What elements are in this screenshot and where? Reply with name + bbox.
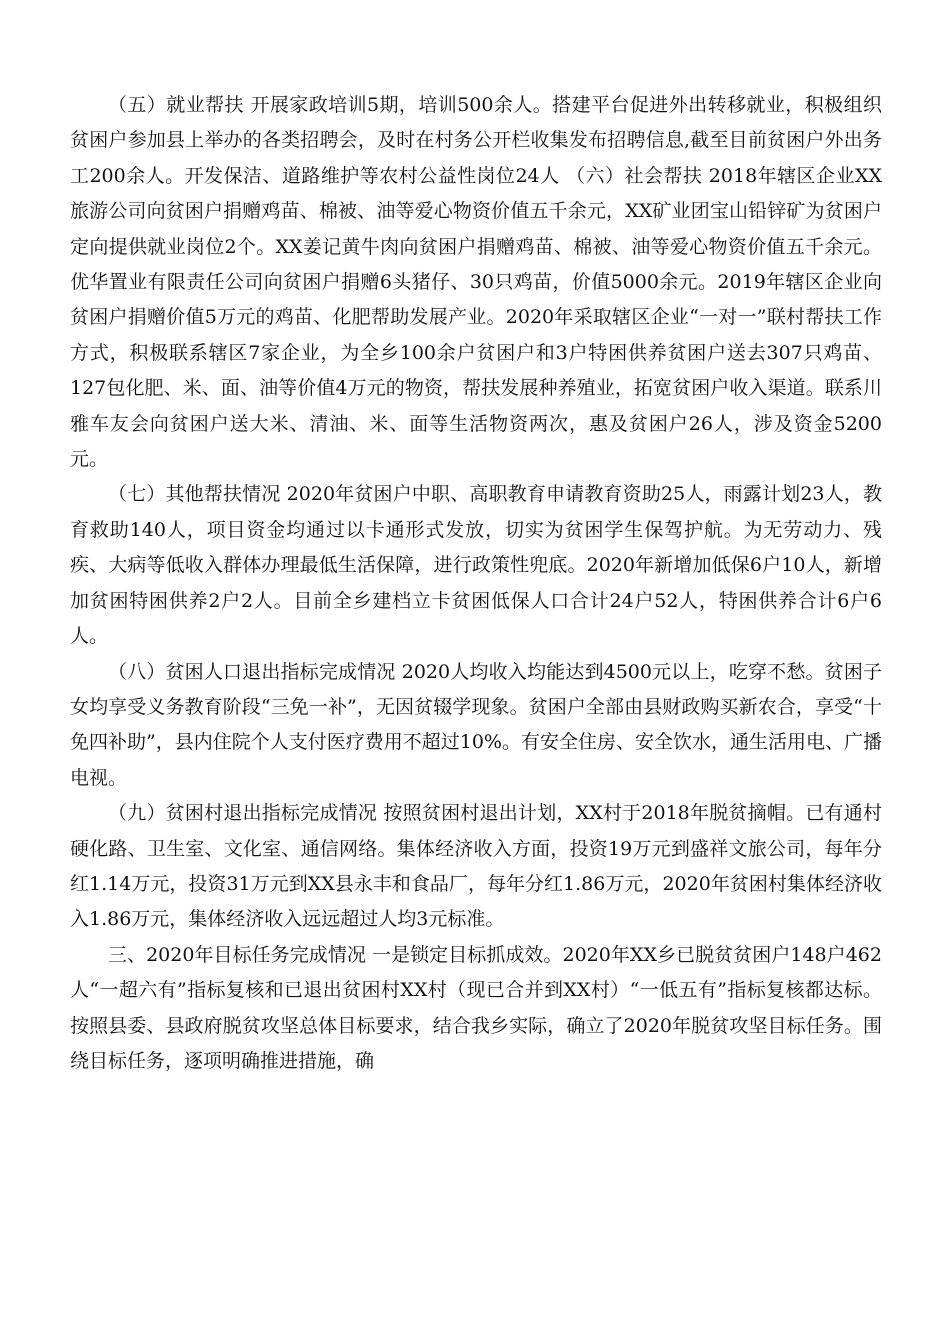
paragraph-2020-targets: 三、2020年目标任务完成情况 一是锁定目标抓成效。2020年XX乡已脱贫贫困户148户462人“一超六有”指标复核和已退出贫困村XX村（现已合并到XX村）“一低五有”指标复核都达标。按照县委、县政府脱贫攻坚总体目标要求，结合我乡实际，确立了2020年脱贫攻坚目标任务。围绕目标任务，逐项明确推进措施，确: [70, 943, 882, 1072]
paragraph-population-exit: （八）贫困人口退出指标完成情况 2020人均收入均能达到4500元以上，吃穿不愁。贫困子女均享受义务教育阶段“三免一补”，无因贫辍学现象。贫困户全部由县财政购买新农合，享受“十免四补助”，县内住院个人支付医疗费用不超过10%。有安全住房、安全饮水，通生活用电、广播电视。: [70, 660, 882, 789]
document-page: [70, 88, 882, 1079]
paragraph-village-exit: （九）贫困村退出指标完成情况 按照贫困村退出计划，XX村于2018年脱贫摘帽。已有通村硬化路、卫生室、文化室、通信网络。集体经济收入方面，投资19万元到盛祥文旅公司，每年分红1.14万元，投资31万元到XX县永丰和食品厂，每年分红1.86万元，2020年贫困村集体经济收入1.86万元，集体经济收入远远超过人均3元标准。: [70, 802, 882, 931]
paragraph-other-aid: （七）其他帮扶情况 2020年贫困户中职、高职教育申请教育资助25人，雨露计划23人，教育救助140人，项目资金均通过以卡通形式发放，切实为贫困学生保驾护航。为无劳动力、残疾、大病等低收入群体办理最低生活保障，进行政策性兜底。2020年新增加低保6户10人，新增加贫困特困供养2户2人。目前全乡建档立卡贫困低保人口合计24户52人，特困供养合计6户6人。: [70, 483, 882, 648]
paragraph-employment-social-aid: （五）就业帮扶 开展家政培训5期，培训500余人。搭建平台促进外出转移就业，积极组织贫困户参加县上举办的各类招聘会，及时在村务公开栏收集发布招聘信息,截至目前贫困户外出务工200余人。开发保洁、道路维护等农村公益性岗位24人 （六）社会帮扶 2018年辖区企业XX旅游公司向贫困户捐赠鸡苗、棉被、油等爱心物资价值五千余元，XX矿业团宝山铅锌矿为贫困户定向提供就业岗位2个。XX姜记黄牛肉向贫困户捐赠鸡苗、棉被、油等爱心物资价值五千余元。优华置业有限责任公司向贫困户捐赠6头猪仔、30只鸡苗，价值5000余元。2019年辖区企业向贫困户捐赠价值5万元的鸡苗、化肥帮助发展产业。2020年采取辖区企业“一对一”联村帮扶工作方式，积极联系辖区7家企业，为全乡100余户贫困户和3户特困供养贫困户送去307只鸡苗、127包化肥、米、面、油等价值4万元的物资，帮扶发展种养殖业，拓宽贫困户收入渠道。联系川雅车友会向贫困户送大米、清油、米、面等生活物资两次，惠及贫困户26人，涉及资金5200元。: [70, 94, 882, 471]
